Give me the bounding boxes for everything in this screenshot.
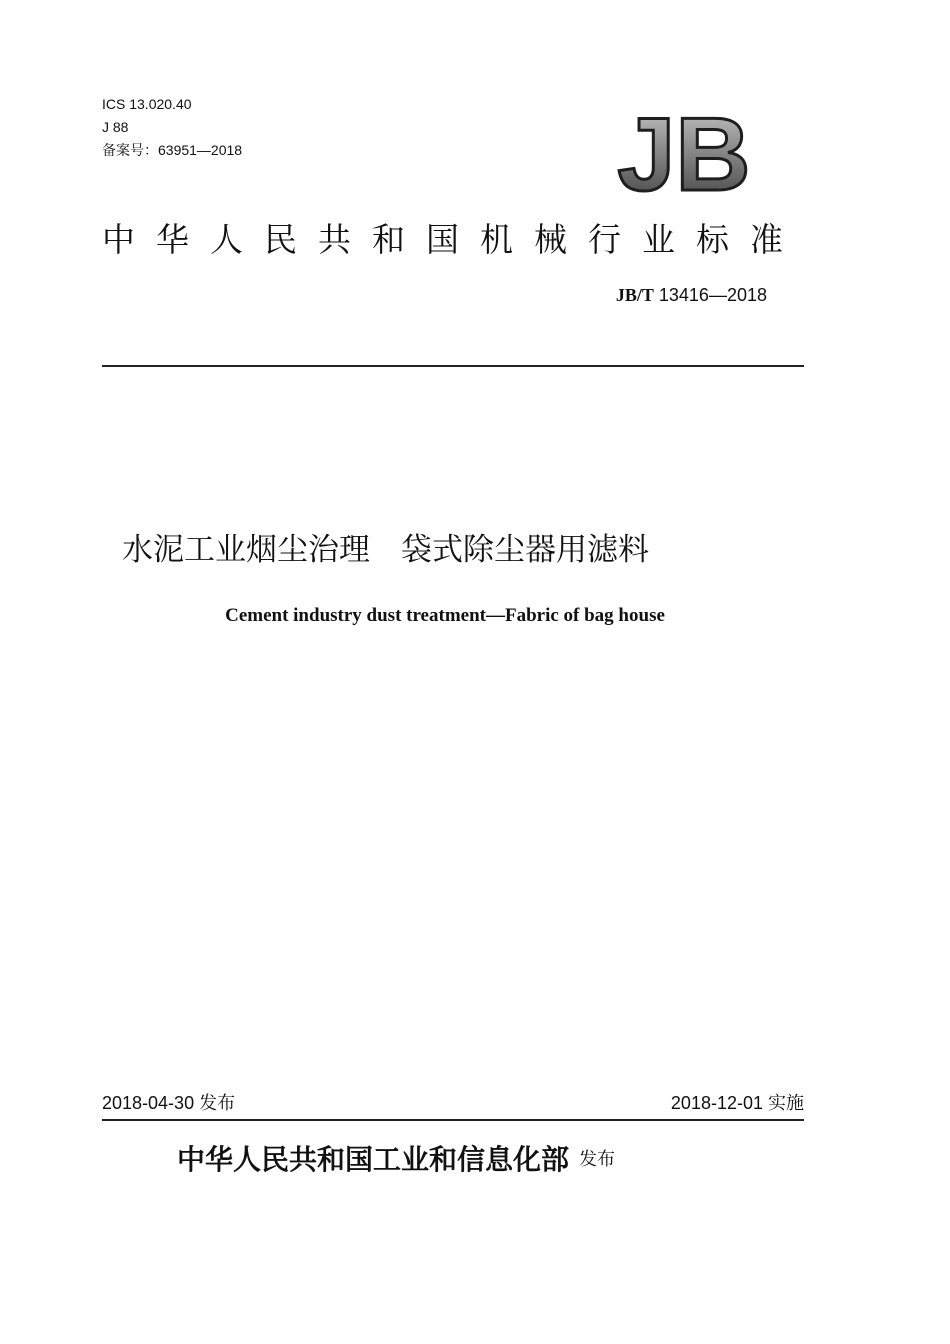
issue-date: 2018-04-30 发布 [102, 1093, 236, 1113]
jb-logo-text: JB [617, 100, 751, 200]
publisher-name: 中华人民共和国工业和信息化部 [177, 1143, 570, 1176]
standard-code: 13416—2018 [658, 285, 767, 305]
issuing-standard-category: 中华人民共和国机械行业标准 [102, 220, 804, 259]
header-divider [102, 365, 804, 367]
ccs-code: J 88 [102, 119, 129, 135]
publisher-suffix: 发布 [579, 1149, 616, 1170]
jb-logo [600, 100, 770, 200]
ics-code: ICS 13.020.40 [102, 96, 192, 112]
standard-title-chinese: 水泥工业烟尘治理 袋式除尘器用滤料 [122, 532, 649, 568]
standard-number [616, 284, 767, 306]
standard-title-english: Cement industry dust treatment—Fabric of bag house [225, 605, 665, 626]
standard-prefix: JB/T [615, 285, 654, 305]
publisher [177, 1142, 615, 1178]
footer-divider [102, 1119, 804, 1121]
implementation-date: 2018-12-01 实施 [670, 1093, 804, 1113]
filing-number: 备案号：63951—2018 [102, 142, 243, 158]
